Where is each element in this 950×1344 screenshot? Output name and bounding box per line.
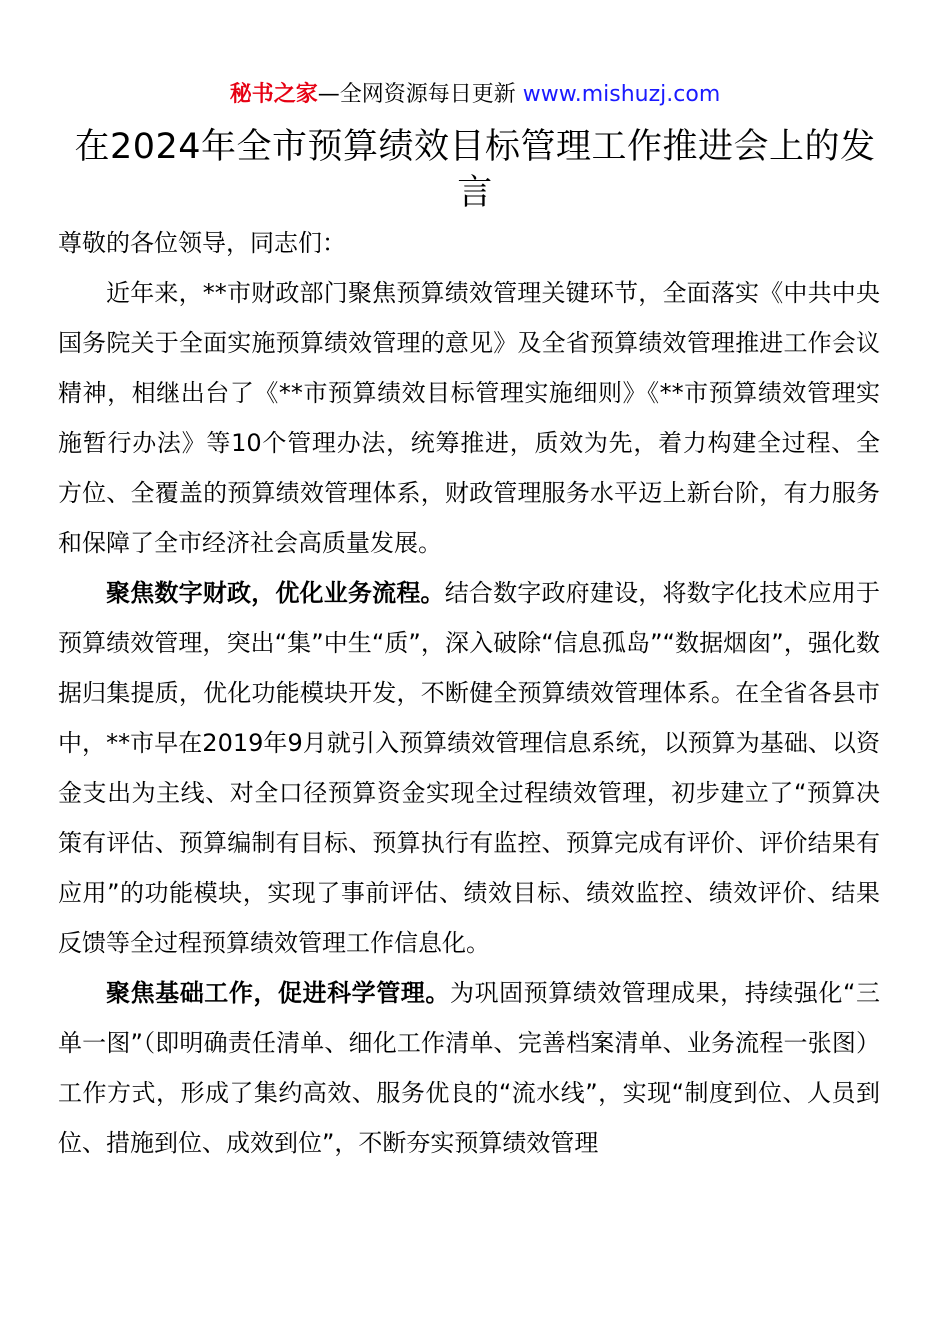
site-url-link[interactable]: www.mishuzj.com [522,82,721,107]
site-header-banner [0,80,950,110]
document-title: 在2024年全市预算绩效目标管理工作推进会上的发言 [74,127,876,213]
paragraph-text: 为巩固预算绩效管理成果，持续强化“三单一图”（即明确责任清单、细化工作清单、完善档案清单、业务流程一张图）工作方式，形成了集约高效、服务优良的“流水线”，实现“制度到位、人员到位、措施到位、成效到位”，不断夯实预算绩效管理 [58,979,881,1157]
paragraph-lead-heading: 聚焦基础工作，促进科学管理。 [106,979,450,1007]
paragraph-intro [58,268,880,568]
paragraph-text: 近年来，**市财政部门聚焦预算绩效管理关键环节，全面落实《中共中央国务院关于全面实施预算绩效管理的意见》及全省预算绩效管理推进工作会议精神，相继出台了《**市预算绩效目标管理实施细则》《**市预算绩效管理实施暂行办法》等10个管理办法，统筹推进，质效为先，着力构建全过程、全方位、全覆盖的预算绩效管理体系，财政管理服务水平迈上新台阶，有力服务和保障了全市经济社会高质量发展。 [58,279,880,557]
brand-name: 秘书之家 [229,82,318,107]
salutation: 尊敬的各位领导，同志们： [58,229,346,257]
paragraph-text: 结合数字政府建设，将数字化技术应用于预算绩效管理，突出“集”中生“质”，深入破除“信息孤岛”“数据烟囱”，强化数据归集提质，优化功能模块开发，不断健全预算绩效管理体系。在全省各县市中，**市早在2019年9月就引入预算绩效管理信息系统，以预算为基础、以资金支出为主线、对全口径预算资金实现全过程绩效管理，初步建立了“预算决策有评估、预算编制有目标、预算执行有监控、预算完成有评价、评价结果有应用”的功能模块，实现了事前评估、绩效目标、绩效监控、绩效评价、结果反馈等全过程预算绩效管理工作信息化。 [58,579,881,957]
paragraph-digital-finance [58,568,880,968]
header-tagline: —全网资源每日更新 [317,82,523,107]
document-body [58,218,880,1168]
paragraph-foundation-work [58,968,880,1168]
paragraph-lead-heading: 聚焦数字财政，优化业务流程。 [106,579,445,607]
